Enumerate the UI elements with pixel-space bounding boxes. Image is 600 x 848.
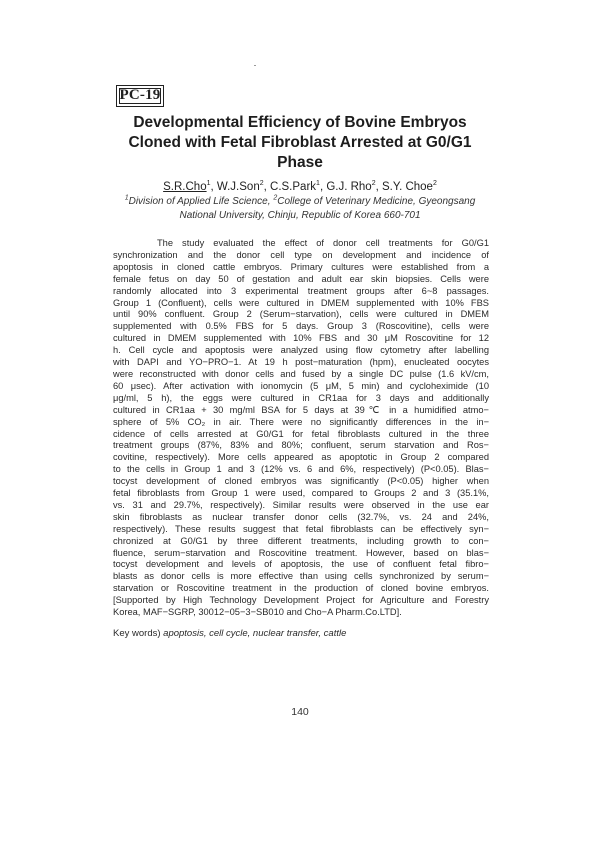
affiliation-part-2: College of Veterinary Medicine, Gyeongsang bbox=[277, 196, 476, 207]
abstract-body bbox=[113, 238, 489, 619]
abstract-line: covitine, respectively). More cells appeared as apoptotic in Group 2 compared bbox=[113, 452, 489, 463]
title-line-1: Developmental Efficiency of Bovine Embryos bbox=[133, 114, 467, 131]
abstract-line: treatment groups (87%, 83% and 80%; confluent, serum starvation and Ros− bbox=[113, 440, 489, 451]
abstract-line: sphere of 5% CO₂ in air. There were no significantly differences in the in− bbox=[113, 416, 489, 427]
abstract-line: fluence, serum−starvation and Roscovitine treatment. However, based on blas− bbox=[113, 547, 489, 558]
abstract-line: Korea, MAF−SGRP, 30012−05−3−SB010 and Cho−A Pharm.Co.LTD]. bbox=[113, 607, 402, 618]
abstract-line: until 90% confluent. Group 2 (Serum−starvation), cells were cultured in DMEM bbox=[113, 309, 489, 320]
author-affil-mark: 1 bbox=[316, 180, 320, 188]
abstract-line: h. Cell cycle and apoptosis were analyzed using flow cytometry after labelling bbox=[113, 345, 489, 356]
abstract-line: vs. 31 and 29.7%, respectively). Similar results were observed in the use ear bbox=[113, 499, 489, 510]
abstract-line: randomly allocated into 3 experimental treatment groups after 6~8 passages. bbox=[113, 285, 489, 296]
abstract-line: supplemented with 0.5% FBS for 5 days. Group 3 (Roscovitine), cells were bbox=[113, 321, 489, 332]
scan-speck bbox=[254, 65, 256, 66]
abstract-line: blasts as donor cells is more effective than using cells synchronized by serum− bbox=[113, 571, 489, 582]
abstract-line: cidence of cells arrested at G0/G1 for fetal fibroblasts cultured in the three bbox=[113, 428, 489, 439]
abstract-line: The study evaluated the effect of donor cell treatments for G0/G1 bbox=[157, 238, 489, 248]
title-line-3: Phase bbox=[277, 154, 323, 171]
paper-title bbox=[100, 113, 500, 173]
keywords-label: Key words) bbox=[113, 628, 161, 639]
abstract-line: starvation or Roscovitine treatment in the production of cloned bovine embryos. bbox=[113, 583, 489, 594]
abstract-line: tocyst development of cloned embryos was significantly (P<0.05) higher when bbox=[113, 476, 489, 487]
author-name: G.J. Rho bbox=[326, 181, 372, 193]
title-line-2: Cloned with Fetal Fibroblast Arrested at G0/G1 bbox=[128, 134, 472, 151]
author-affil-mark: 2 bbox=[371, 180, 376, 188]
author-affil-mark: 2 bbox=[259, 180, 264, 188]
abstract-line: synchronization and the donor cell type on development and incidence of bbox=[113, 249, 489, 260]
abstract-line: cultured in DMEM supplemented with 10% FBS and 30 μM Roscovitine for 12 bbox=[113, 333, 489, 344]
author-name: W.J.Son bbox=[216, 181, 260, 193]
abstract-line: fetal fibroblasts from Group 1 were used, compared to Groups 2 and 3 (35.1%, bbox=[113, 488, 489, 499]
abstract-id-label: PC-19 bbox=[116, 85, 164, 107]
affil-mark: 2 bbox=[273, 194, 278, 202]
page-number: 140 bbox=[291, 706, 309, 718]
abstract-line: chronized at G0/G1 by three different treatments, including growth to con− bbox=[113, 535, 489, 546]
abstract-line: 60 μsec). After activation with ionomycin (5 μM, 5 min) and cycloheximide (10 bbox=[113, 380, 489, 391]
abstract-line: to the cells in Group 1 and 3 (12% vs. 6 and 6%, respectively) (P<0.05). Blas− bbox=[113, 464, 489, 475]
author-name: S.R.Cho bbox=[163, 181, 207, 193]
author-list: S.R.Cho$^1$, W.J.Son$^2$, C.S.Park$^1$, G.J. Rho$^2$, S.Y. Choe$^2$ bbox=[163, 180, 437, 193]
author-affil-mark: 2 bbox=[432, 180, 437, 188]
affiliations bbox=[100, 195, 500, 223]
keywords bbox=[113, 628, 346, 640]
abstract-line: were reconstructed with donor cells and fused by a single DC pulse (1.6 kV/cm, bbox=[113, 368, 489, 379]
abstract-line: tocyst development and levels of apoptosis, the use of confluent fetal fibro− bbox=[113, 559, 489, 570]
keywords-list: apoptosis, cell cycle, nuclear transfer, cattle bbox=[163, 628, 347, 639]
abstract-line: apoptosis in cloned cattle embryos. Primary cultures were established from a bbox=[113, 261, 489, 272]
abstract-line: cultured in CR1aa + 30 mg/ml BSA for 5 days at 39℃ in a humidified atmo− bbox=[113, 404, 489, 415]
affil-mark: 1 bbox=[124, 194, 129, 202]
author-affil-mark: 1 bbox=[206, 180, 211, 188]
abstract-line: female fetus on day 50 of gestation and adult ear skin biopsies. Cells were bbox=[113, 273, 489, 284]
abstract-line: with DAPI and YO−PRO−1. At 19 h post−maturation (hpm), enucleated oocytes bbox=[113, 357, 489, 368]
abstract-line: respectively). These results suggest that fetal fibroblasts can be effectively syn− bbox=[113, 523, 489, 534]
affiliation-line-1 bbox=[100, 195, 500, 209]
author-name: C.S.Park bbox=[270, 181, 317, 193]
abstract-line: skin fibroblasts as nuclear transfer donor cells (32.7%, vs. 24 and 24%, bbox=[113, 511, 489, 522]
affiliation-part-1: Division of Applied Life Science, bbox=[128, 196, 274, 207]
affiliation-line-2: National University, Chinju, Republic of Korea 660-701 bbox=[179, 210, 421, 221]
author-name: S.Y. Choe bbox=[382, 181, 433, 193]
abstract-line: μg/ml, 5 h), the eggs were cultured in CR1aa for 3 days and additionally bbox=[113, 392, 489, 403]
abstract-line: Group 1 (Confluent), cells were cultured in DMEM supplemented with 10% FBS bbox=[113, 297, 489, 308]
abstract-line: [Supported by High Technology Development Project for Agriculture and Forestry bbox=[113, 595, 489, 606]
